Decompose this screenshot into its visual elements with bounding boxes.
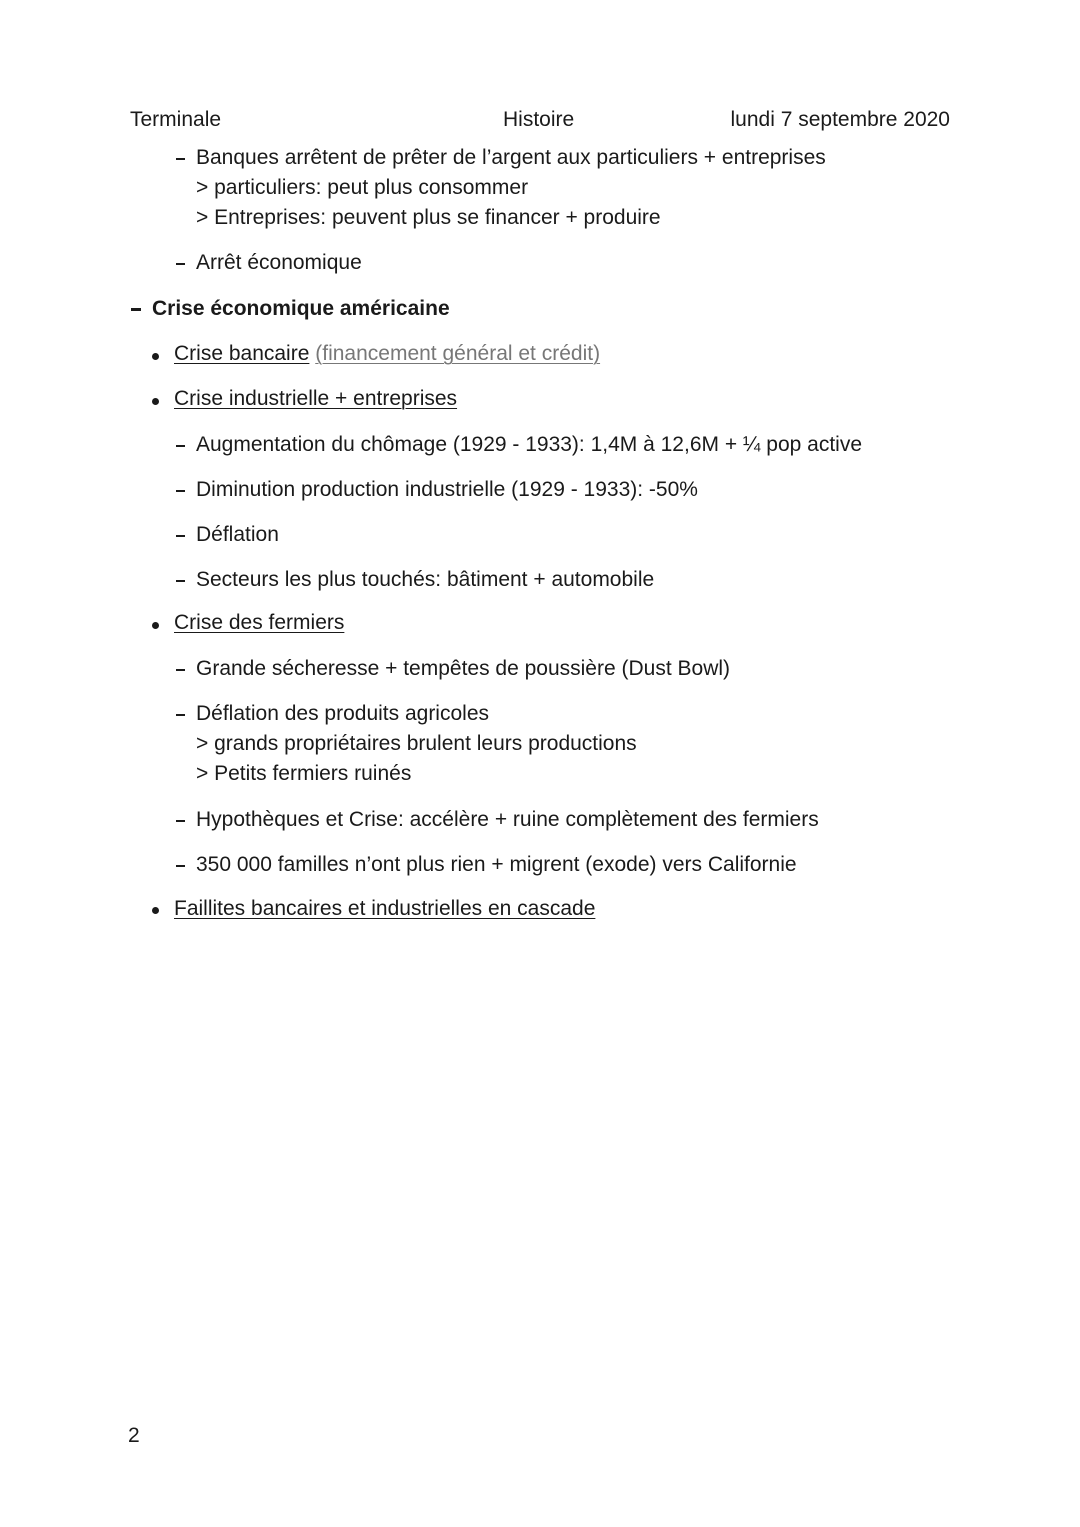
list-subline: > Petits fermiers ruinés <box>196 762 412 785</box>
list-subline: > grands propriétaires brulent leurs productions <box>196 732 637 755</box>
list-item: Déflation des produits agricoles <box>196 702 489 725</box>
bullet-heading: Crise bancaire <box>174 342 310 365</box>
bullet-heading: Faillites bancaires et industrielles en cascade <box>174 897 596 920</box>
header-class: Terminale <box>130 108 222 131</box>
dash-marker <box>176 445 185 447</box>
bullet-note: (financement général et crédit) <box>315 342 601 365</box>
page-number: 2 <box>128 1424 140 1447</box>
dash-marker <box>176 580 185 582</box>
dash-marker <box>176 669 185 671</box>
dash-marker <box>176 490 185 492</box>
bullet-marker <box>152 907 159 914</box>
list-item: Banques arrêtent de prêter de l’argent aux particuliers + entreprises <box>196 146 826 169</box>
bullet-heading: Crise des fermiers <box>174 611 345 634</box>
list-item: Diminution production industrielle (1929 - 1933): -50% <box>196 478 698 501</box>
header-date: lundi 7 septembre 2020 <box>730 108 950 131</box>
bullet-heading: Crise industrielle + entreprises <box>174 387 458 410</box>
dash-marker <box>176 535 185 537</box>
bullet-marker <box>152 353 159 360</box>
list-item: Secteurs les plus touchés: bâtiment + automobile <box>196 568 655 591</box>
list-item <box>174 608 344 638</box>
page-header <box>130 108 950 136</box>
list-item: Déflation <box>196 523 279 546</box>
bullet-marker <box>152 398 159 405</box>
list-item <box>174 339 600 369</box>
dash-marker <box>176 820 185 822</box>
dash-marker <box>176 263 185 265</box>
dash-marker <box>176 865 185 867</box>
header-subject: Histoire <box>503 108 575 131</box>
list-item <box>174 894 595 924</box>
list-subline: > particuliers: peut plus consommer <box>196 176 529 199</box>
dash-marker <box>131 308 141 311</box>
list-item: 350 000 familles n’ont plus rien + migrent (exode) vers Californie <box>196 853 797 876</box>
bullet-marker <box>152 622 159 629</box>
dash-marker <box>176 158 185 160</box>
list-item: Grande sécheresse + tempêtes de poussière (Dust Bowl) <box>196 657 731 680</box>
list-item: Augmentation du chômage (1929 - 1933): 1,4M à 12,6M + ¼ pop active <box>196 433 863 456</box>
list-item: Arrêt économique <box>196 251 362 274</box>
section-heading: Crise économique américaine <box>152 297 450 320</box>
list-subline: > Entreprises: peuvent plus se financer + produire <box>196 206 661 229</box>
list-item <box>174 384 457 414</box>
dash-marker <box>176 714 185 716</box>
list-item: Hypothèques et Crise: accélère + ruine complètement des fermiers <box>196 808 819 831</box>
